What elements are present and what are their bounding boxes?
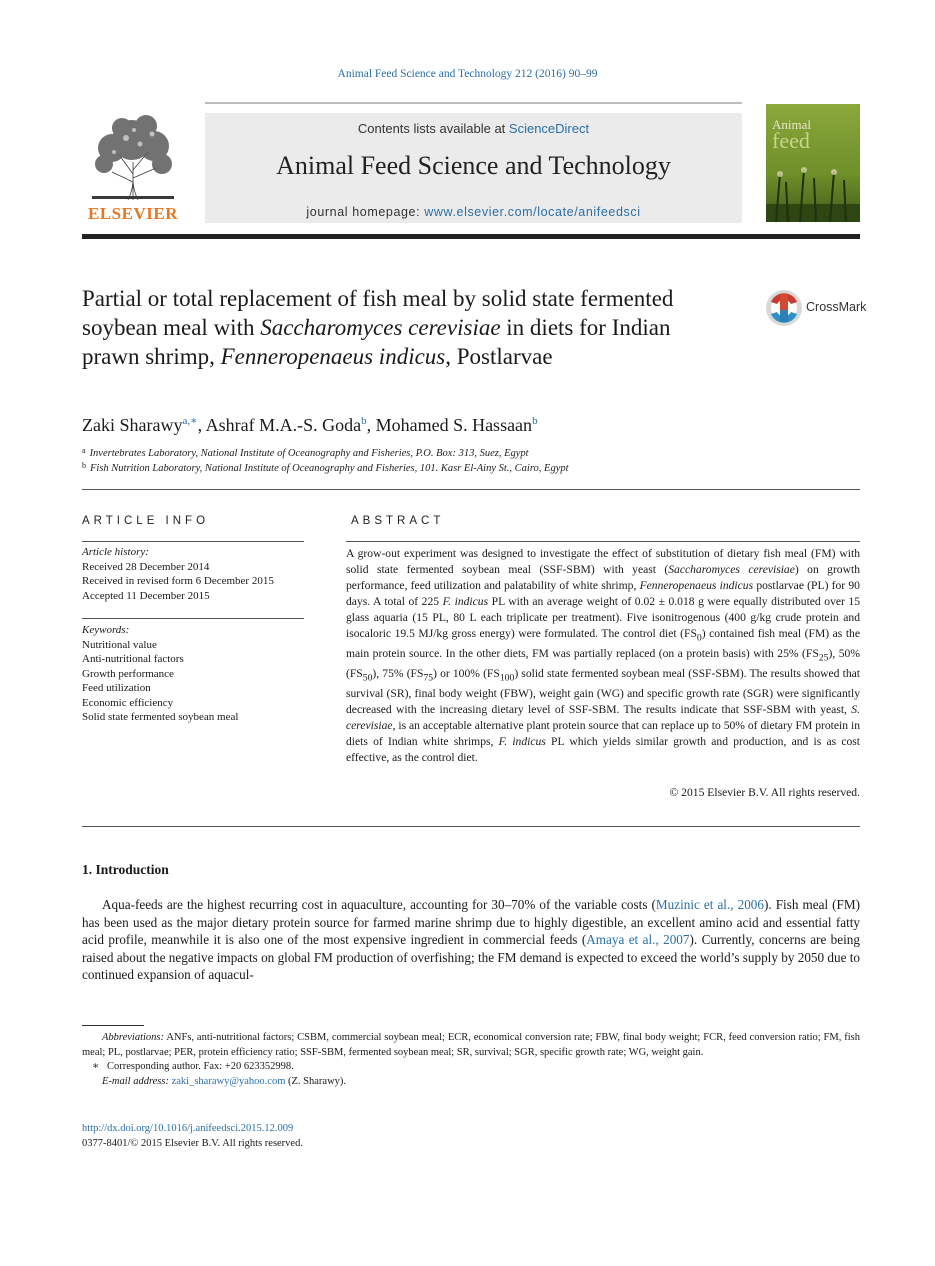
received-date: Received 28 December 2014 [82, 560, 210, 573]
author-name[interactable]: Ashraf M.A.-S. Goda [205, 415, 362, 435]
contents-prefix: Contents lists available at [357, 121, 509, 136]
reference-link[interactable]: Amaya et al., 2007 [586, 932, 690, 948]
abstract-text-run: , is an acceptable alternative plant protein source that can replace up to 50% of dietary FM protein in diets of Indian white shrimps, [346, 719, 860, 748]
crossmark-icon[interactable] [764, 288, 804, 328]
keyword-item: Anti-nutritional factors [82, 653, 184, 665]
abstract-text-run: ) contained fish meal (FM) as the main protein source. In the other diets, FM was partially replaced (on a protein basis) with 25% (FS [346, 626, 860, 660]
doi-block [82, 1121, 303, 1151]
diet-subscript: 25 [818, 652, 829, 664]
doi-link[interactable]: http://dx.doi.org/10.1016/j.anifeedsci.2015.12.009 [82, 1123, 294, 1134]
accepted-date: Accepted 11 December 2015 [82, 589, 210, 602]
homepage-line [205, 205, 742, 219]
article-info-heading: ARTICLE INFO [82, 515, 210, 527]
journal-homepage-link[interactable]: www.elsevier.com/locate/anifeedsci [424, 205, 641, 219]
abstract-text-run: A grow-out experiment was designed to investigate the effect of substitution of dietary fish meal (FM) with solid state fermented soybean meal (SSF-SBM) with yeast ( [346, 547, 860, 576]
abstract-text-run: ), 50% (FS [346, 646, 860, 680]
abstract-text-run: ), 75% (FS [372, 666, 424, 680]
abstract-text-run: ) on growth performance, feed utilization and palatability of white shrimp, [346, 562, 860, 592]
abbreviations-footnote [82, 1031, 860, 1060]
intro-text-run: ). Fish meal (FM) has been used as the major dietary protein source for farmed marine shrimp due to highly digestible, an excellent amino acid and essential fatty acid profile, meanwhile it is also one of the most expensive ingredient in commercial feeds ( [82, 897, 860, 948]
abstract-text-run: ) solid state fermented soybean meal (SSF-SBM). The results showed that survival (SR), final body weight (FBW), weight gain (WG) and specific growth rate (SGR) were significantly decreased with the increasing dietary level of SSF-SBM. The results indicate that SSF-SBM with yeast, [346, 666, 860, 717]
title-part1: Partial or total replacement of fish meal by solid state fermented soybean meal with [82, 286, 674, 340]
diet-subscript: 0 [696, 631, 702, 643]
abstract-species: F. indicus [442, 594, 489, 608]
title-part2: in diets for Indian prawn shrimp, [82, 315, 671, 369]
author-name[interactable]: Zaki Sharawy [82, 415, 183, 435]
journal-masthead [205, 113, 742, 223]
introduction-heading: 1. Introduction [82, 862, 169, 877]
abstract-text-run: ) or 100% (FS [433, 666, 500, 680]
diet-subscript: 50 [362, 672, 373, 684]
crossmark-label[interactable]: CrossMark [806, 300, 867, 314]
footnote-rule [82, 1025, 144, 1026]
author-list [82, 414, 538, 436]
elsevier-wordmark: ELSEVIER [88, 204, 178, 223]
email-owner: (Z. Sharawy). [285, 1075, 347, 1087]
footnotes [82, 1031, 860, 1089]
keywords-block [82, 623, 304, 725]
author-affiliation-mark[interactable]: a,∗ [182, 415, 198, 427]
title-species1: Saccharomyces cerevisiae [260, 315, 501, 340]
corresponding-author-footnote [82, 1060, 860, 1075]
keywords-rule [82, 618, 304, 619]
author-separator: , [366, 415, 376, 435]
cover-title [772, 118, 811, 151]
masthead-top-rule [205, 102, 742, 104]
issn-copyright: 0377-8401/© 2015 Elsevier B.V. All rights reserved. [82, 1138, 303, 1149]
keyword-item: Growth performance [82, 667, 174, 680]
journal-citation[interactable]: Animal Feed Science and Technology 212 (2016) 90–99 [337, 68, 598, 80]
introduction-paragraph [82, 896, 860, 984]
article-history [82, 545, 304, 603]
abstract-text-run: postlarvae (PL) for 90 days. A total of 225 [346, 578, 860, 608]
email-link[interactable]: zaki_sharawy@yahoo.com [171, 1075, 286, 1087]
diet-subscript: 75 [423, 672, 434, 684]
abbreviations-text: ANFs, anti-nutritional factors; CSBM, commercial soybean meal; ECR, economical conversion rate; FBW, final body weight; FCR, feed conversion ratio; FM, fish meal; PL, postlarvae; PER, protein efficiency ratio; SSF-SBM, fermented soybean meal; SR, survival; SGR, specific growth rate; WG, weight gain. [82, 1032, 860, 1058]
abstract-text [346, 546, 860, 766]
email-footnote [82, 1075, 860, 1090]
abstract-text-run: PL with an average weight of 0.02 ± 0.018 g were equally distributed over 15 glass aquaria (15 PL, 80 L each triplicate per treatment). Five isonitrogenous (400 g/kg crude protein and isocaloric 19.5 MJ/kg gross energy) were formulated. The control diet (FS [346, 594, 860, 640]
diet-subscript: 100 [499, 672, 515, 684]
journal-cover-image[interactable] [766, 104, 860, 222]
corresponding-mark: ∗ [92, 1061, 100, 1072]
abstract-text-run: PL which yields similar growth and production, and is as cost effective, as the control diet. [346, 734, 861, 764]
affiliations-rule [82, 489, 860, 490]
history-heading: Article history: [82, 546, 149, 558]
affiliation-label: a [82, 446, 86, 455]
sciencedirect-link[interactable]: ScienceDirect [508, 121, 590, 136]
title-part3: , Postlarvae [445, 344, 553, 369]
abstract-rule [346, 541, 860, 542]
email-heading: E-mail address: [102, 1075, 172, 1087]
abstract-species: S. cerevisiae [346, 703, 860, 732]
affiliation-text: Invertebrates Laboratory, National Institute of Oceanography and Fisheries, P.O. Box: 313, Suez, Egypt [89, 448, 529, 459]
revised-date: Received in revised form 6 December 2015 [82, 575, 274, 587]
author-name[interactable]: Mohamed S. Hassaan [375, 415, 533, 435]
abstract-copyright: © 2015 Elsevier B.V. All rights reserved. [669, 786, 860, 799]
intro-text-run: Aqua-feeds are the highest recurring cost in aquaculture, accounting for 30–70% of the variable costs ( [102, 897, 656, 912]
corresponding-text: Corresponding author. Fax: +20 623352998. [107, 1061, 294, 1072]
author-affiliation-mark[interactable]: b [361, 415, 367, 427]
author-affiliation-mark[interactable]: b [532, 415, 538, 427]
abstract-bottom-rule [82, 826, 860, 827]
keywords-heading: Keywords: [82, 624, 130, 636]
cover-title-small: Animal [772, 117, 811, 132]
abstract-heading: ABSTRACT [351, 515, 445, 527]
article-title [82, 284, 722, 371]
abstract-species: Fenneropenaeus indicus [639, 578, 754, 592]
title-species2: Fenneropenaeus indicus [220, 344, 446, 369]
keyword-item: Nutritional value [82, 638, 157, 651]
intro-text-run: ). Currently, concerns are being raised about the negative impacts on global FM production of overfishing; the FM demand is expected to exceed the world’s supply by 2050 due to continued expansion of aquacul- [82, 932, 860, 983]
cover-plants-illustration [766, 164, 860, 222]
abstract-species: Saccharomyces cerevisiae [668, 562, 795, 576]
affiliation-text: Fish Nutrition Laboratory, National Institute of Oceanography and Fisheries, 101. Kasr El-Ainy St., Cairo, Egypt [90, 463, 569, 474]
affiliation-a [82, 446, 529, 459]
keyword-item: Solid state fermented soybean meal [82, 711, 239, 723]
keyword-item: Feed utilization [82, 682, 151, 694]
header-thick-rule [82, 234, 860, 239]
homepage-prefix: journal homepage: [306, 205, 425, 219]
affiliation-b [82, 461, 569, 474]
abbreviations-heading: Abbreviations: [102, 1032, 165, 1043]
abstract-species: F. indicus [498, 734, 546, 748]
cover-title-big: feed [772, 128, 810, 153]
journal-name: Animal Feed Science and Technology [276, 151, 671, 180]
author-separator: , [197, 415, 206, 435]
keyword-item: Economic efficiency [82, 696, 174, 709]
affiliation-label: b [82, 461, 86, 470]
reference-link[interactable]: Muzinic et al., 2006 [655, 897, 764, 912]
article-info-rule [82, 541, 304, 542]
contents-line [205, 121, 742, 136]
